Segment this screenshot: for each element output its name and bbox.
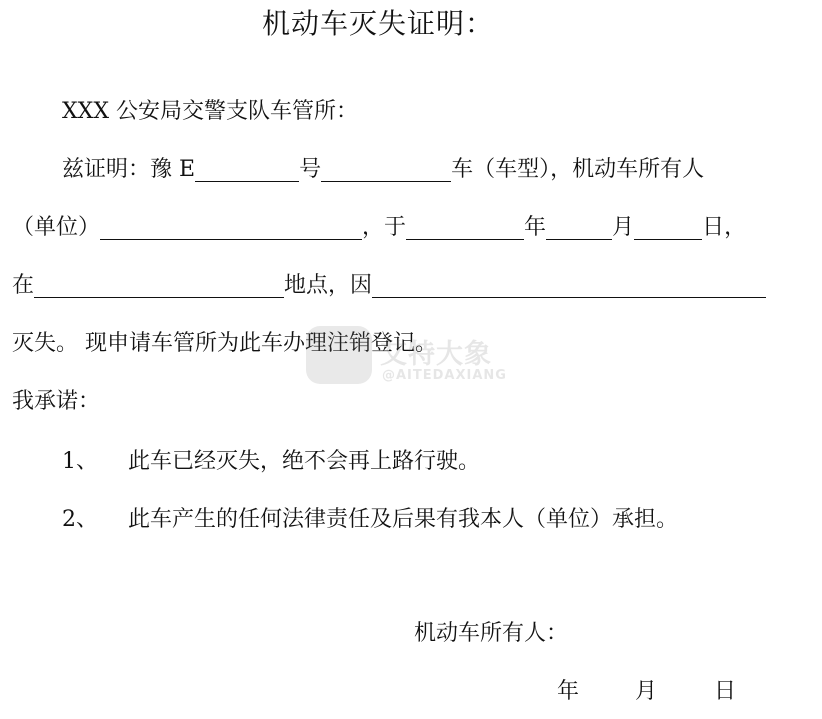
certify-line-3: [12, 271, 766, 301]
owner-signature-label: 机动车所有人：: [414, 621, 569, 646]
month-blank: [546, 215, 612, 240]
certify-prefix: 兹证明：豫 E: [62, 157, 196, 182]
certify-line-4: 灭失。 现申请车管所为此车办理注销登记。: [12, 331, 437, 356]
place-blank: [34, 273, 284, 298]
signature-year: 年: [557, 679, 580, 704]
month-label: 月: [612, 215, 635, 240]
day-blank: [634, 215, 702, 240]
vehicle-owner-label: 车（车型），机动车所有人: [451, 157, 705, 182]
promise-number: 2、: [62, 507, 98, 532]
promise-heading: 我承诺：: [12, 389, 101, 414]
at-label: 在: [12, 273, 35, 298]
unit-label: （单位）: [12, 215, 101, 240]
plate-number-blank: [195, 157, 299, 182]
hao-label: 号: [299, 157, 322, 182]
vehicle-type-blank: [321, 157, 451, 182]
promise-text: 此车已经灭失，绝不会再上路行驶。: [128, 449, 481, 474]
promise-item-1: [62, 447, 480, 477]
signature-month: 月: [635, 679, 658, 704]
watermark-text: 艾特大象: [380, 339, 492, 370]
reason-blank: [372, 273, 766, 298]
promise-number: 1、: [62, 449, 98, 474]
year-label: 年: [524, 215, 547, 240]
promise-text: 此车产生的任何法律责任及后果有我本人（单位）承担。: [128, 507, 679, 532]
promise-item-2: [62, 505, 678, 535]
certify-line-2: [12, 213, 746, 243]
document-title: 机动车灭失证明：: [262, 7, 495, 40]
certify-line-1: [62, 155, 704, 185]
signature-day: 日: [714, 679, 737, 704]
watermark-handle: @AITEDAXIANG: [382, 368, 507, 383]
year-blank: [406, 215, 524, 240]
owner-name-blank: [100, 215, 362, 240]
yu-label: ，于: [362, 215, 407, 240]
addressee: XXX 公安局交警支队车管所：: [62, 99, 358, 124]
place-label: 地点，因: [284, 273, 373, 298]
day-label: 日，: [702, 215, 747, 240]
